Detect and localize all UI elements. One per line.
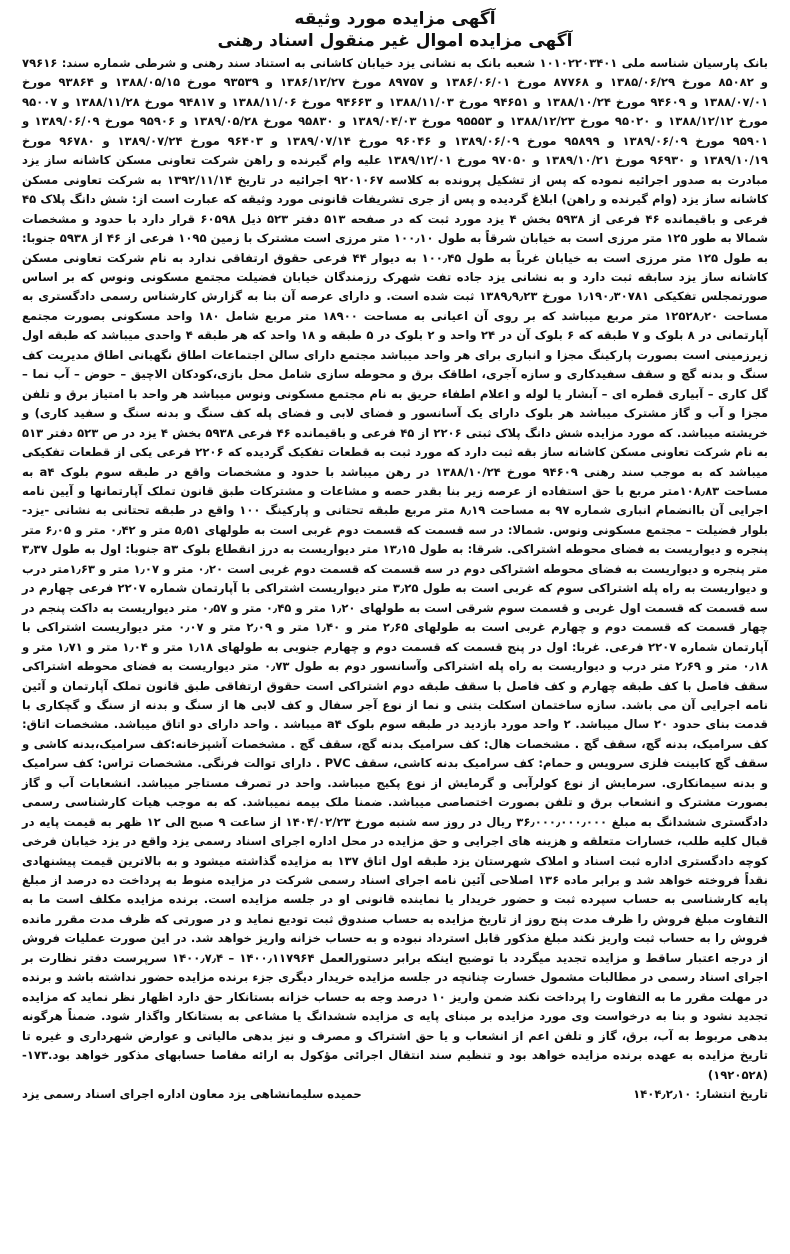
notice-title-1: آگهی مزایده مورد وثیقه <box>294 9 496 29</box>
notice-body <box>22 54 768 1085</box>
notice-title-2: آگهی مزایده اموال غیر منقول اسناد رهنی <box>217 31 573 51</box>
publish-date: تاریخ انتشار: ۱۴۰۴٫۲٫۱۰ <box>633 1087 768 1102</box>
notice-footer <box>22 1085 768 1104</box>
notice-body-text: بانک پارسیان شناسه ملی ۱۰۱۰۲۲۰۳۴۰۱ شعبه بانک به نشانی یزد خیابان کاشانی به استناد سند رهنی و شرطی شماره سند: ۷۹۶۱۶ و ۸۵۰۸۲ مورخ ۱۳۸۵/۰۶/۲۹ و ۸۷۷۶۸ مورخ ۱۳۸۶/۰۶/۰۱ و ۸۹۷۵۷ مورخ ۱۳۸۶/۱۲/۲۷ و ۹۳۵۳۹ مورخ ۱۳۸۸/۰۵/۱۵ و ۹۳۸۶۴ مورخ ۱۳۸۸/۰۷/۰۱ و ۹۴۶۰۹ مورخ ۱۳۸۸/۱۰/۲۴ و ۹۴۶۵۱ مورخ ۱۳۸۸/۱۱/۰۳ و ۹۴۶۶۳ مورخ ۱۳۸۸/۱۱/۰۶ و ۹۴۸۱۷ مورخ ۱۳۸۸/۱۱/۲۸ و ۹۵۰۰۷ مورخ ۱۳۸۸/۱۲/۱۲ و ۹۵۰۲۰ مورخ ۱۳۸۸/۱۲/۲۳ و ۹۵۵۵۳ مورخ ۱۳۸۹/۰۴/۰۳ و ۹۵۸۳۰ مورخ ۱۳۸۹/۰۵/۲۸ و ۹۵۹۰۶ مورخ ۱۳۸۹/۰۶/۰۹ و ۹۵۹۰۱ مورخ ۱۳۸۹/۰۶/۰۹ و ۹۵۸۹۹ مورخ ۱۳۸۹/۰۶/۰۹ و ۹۶۰۴۶ مورخ ۱۳۸۹/۰۷/۱۴ و ۹۶۴۰۳ مورخ ۱۳۸۹/۰۷/۲۴ و ۹۶۷۸۰ مورخ ۱۳۸۹/۱۰/۱۹ و ۹۶۹۳۰ مورخ ۱۳۸۹/۱۰/۲۱ و ۹۷۰۵۰ مورخ ۱۳۸۹/۱۲/۰۱ علیه وام گیرنده و راهن شرکت تعاونی مسکن کاشانه ساز یزد مبادرت به صدور اجرائیه نموده که پس از تشکیل پرونده به کلاسه ۹۲۰۱۰۶۷ اجرائیه در تاریخ ۱۳۹۲/۱۱/۱۴ به شرکت تعاونی مسکن کاشانه ساز یزد (وام گیرنده و راهن) ابلاغ گردیده و پس از جری تشریفات قانونی مورد وثیقه که عبارت است از: شش دانگ پلاک ۴۵ فرعی و باقیمانده ۴۶ فرعی از ۵۹۳۸ بخش ۴ یزد مورد ثبت که در صفحه ۵۱۳ دفتر ۵۲۳ ذیل ۶۰۵۹۸ قرار دارد با حدود و مشخصات شمالا به طور ۱۲۵ متر مرزی است به خیابان شرقاً به طول ۱۰۰٫۱۰ متر مرزی است مشترک با زمین ۱۰۹۵ فرعی از ۴۶ از ۵۹۳۸ جنوبا: به طول ۱۲۵ متر مرزی است به خیابان غرباً به طول ۱۰۰٫۴۵ به دیوار ۴۴ فرعی حقوق ارتفاقی ندارد به نام شرکت تعاونی مسکن کاشانه ساز یزد سابقه ثبت دارد و به نشانی یزد جاده تفت شهرک رزمندگان خیابان فضیلت مجتمع مسکونی ونوس که بر اساس صورتمجلس تفکیکی ۱٫۱۹۰٫۳۰۷۸۱ مورخ ۱۳۸۹٫۹٫۲۳ ثبت شده است. و دارای عرصه آن بنا به گزارش کارشناس رسمی دادگستری به مساحت ۱۲۵۲۸٫۲۰ متر مربع میباشد که بر روی آن اعیانی به مساحت ۱۸۹۰۰ متر مربع شامل ۱۸۰ واحد مسکونی بصورت مجتمع آپارتمانی در ۸ بلوک و ۷ طبقه که ۶ بلوک آن در ۲۴ واحد و ۲ بلوک در ۵ طبقه و ۱۸ واحد که هر طبقه ۴ واحدی میباشد که طبقه اول زیرزمینی است بصورت پارکینگ مجزا و انباری برای هر واحد میباشد مجتمع دارای سالن اجتماعات اطاق نگهبانی اطاق مدیریت کف سنگ و بدنه گچ و سقف سفیدکاری و سازه آجری، اطاقک برق و محوطه سازی شامل محل بازی،کودکان الاچیق – حوض – آب نما – گل کاری – آبیاری قطره ای – آبشار یا لوله و اعلام اطفاء حریق به نام مجتمع مسکونی ونوس میباشد هر واحد با امتیاز برق و تلفن مجزا و آب و گاز مشترک میباشد هر بلوک دارای یک آسانسور و فضای لابی و فضای پله کف سنگ و بدنه سنگ و سفید کاری) و خریشته میباشد. که مورد مزایده شش دانگ پلاک ثبتی ۲۲۰۶ از ۴۵ فرعی و باقیمانده ۴۶ فرعی ۵۹۳۸ بخش ۴ یزد در ص ۵۲۳ دفتر ۵۱۳ به نام شرکت تعاونی مسکن کاشانه ساز بقه ثبت دارد که مورد ثبت به قطعات تفکیک گردیده که ۲۲۰۶ فرعی یکی از قطعات تفکیکی میباشد که به موجب سند رهنی ۹۴۶۰۹ مورخ ۱۳۸۸/۱۰/۲۴ در رهن میباشد با حدود و مشخصات واقع در طبقه سوم بلوک a۴ به مساحت ۱۰۸٫۸۳متر مربع با حق استفاده از عرصه زیر بنا بقدر حصه و مشاعات و مشترکات طبق قانون تملک آپارتمانها و آیین نامه اجرایی آن باانضمام انباری شماره ۹۷ به مساحت ۸٫۱۹ متر مربع طبقه تحتانی و پارکینگ ۱۰۰ واقع در طبقه تحتانی به نشانی -یزد- بلوار فضیلت – مجتمع مسکونی ونوس. شمالا: در سه قسمت که قسمت دوم غربی است به طولهای ۵٫۵۱ متر و ۰٫۴۲ متر و ۶٫۰۵ متر پنجره و دیواریست به فضای محوطه اشتراکی. شرقا: به طول ۱۳٫۱۵ متر دیواریست به درز انقطاع بلوک a۳ جنوبا: اول به طول ۳٫۳۷ متر پنجره و دیواریست به فضای محوطه اشتراکی دوم در سه قسمت که قسمت دوم غربی است ۰٫۲۰ متر و ۱٫۰۷ متر و ۱٫۶۳متر درب و دیواریست به راه پله اشتراکی سوم که غربی است به طول ۳٫۲۵ متر دیواریست اشتراکی با آپارتمان شماره ۲۲۰۷ فرعی چهارم در سه قسمت که قسمت اول غربی و قسمت سوم شرقی است به طولهای ۱٫۲۰ متر و ۰٫۴۵ متر و ۰٫۵۷ متر دیواریست به داکت پنجم در چهار قسمت که قسمت دوم و چهارم غربی است به طولهای ۲٫۶۵ متر و ۱٫۴۰ متر و ۲٫۰۹ متر و ۰٫۰۷ متر دیواریست اشتراکی با آپارتمان شماره ۲۲۰۷ فرعی. غربا: اول در پنج قسمت که قسمت دوم و چهارم جنوبی به طولهای ۱٫۱۸ متر و ۱٫۰۴ متر و ۱٫۷۱ متر و ۰٫۱۸ متر و ۲٫۶۹ متر درب و دیواریست به راه پله اشتراکی وآسانسور دوم به طول ۰٫۷۳ متر دیواریست به فضای محوطه اشتراکی سقف فاصل با کف طبقه چهارم و کف فاصل با سقف طبقه دوم اشتراکی است حقوق ارتفاقی طبق قانون تملک آپارتمان و آئین نامه اجرایی آن می باشد. سازه ساختمان اسکلت بتنی و نما از نوع آجر سفال و کف لابی ها از سنگ و بدنه از سنگ و گچکاری با قدمت بنای حدود ۲۰ سال میباشد. ۲ واحد مورد بازدید در طبقه سوم بلوک a۴ میباشد . واحد دارای دو اتاق میباشد. مشخصات اتاق: کف سرامیک، بدنه گچ، سقف گچ . مشخصات هال: کف سرامیک بدنه گچ، سقف گچ . مشخصات آشپزخانه:کف سرامیک،بدنه کاشی و سقف گچ کابینت فلزی سرویس و حمام: کف سرامیک بدنه کاشی، سقف PVC . دارای توالت فرنگی. مشخصات تراس: کف سرامیک و بدنه سیمانکاری. سرمایش از نوع کولرآبی و گرمایش از نوع پکیج میباشد. واحد در تصرف مستاجر میباشد. انشعابات آب و گاز بصورت مشترک و انشعاب برق و تلفن بصورت اختصاصی میباشد. ضمنا ملک بیمه نمیباشد. که به موجب هیات کارشناسی رسمی دادگستری ششدانگ به مبلغ ۳۶٫۰۰۰٫۰۰۰٫۰۰۰ ریال در روز سه شنبه مورخ ۱۴۰۴/۰۲/۲۳ از ساعت ۹ صبح الی ۱۲ ظهر به قیمت پایه در قبال کلیه طلب، خسارات متعلقه و هزینه های اجرایی و حق مزایده در محل اداره اجرای اسناد رسمی یزد واقع در یزد خیابان فرخی کوچه دادگستری اداره ثبت اسناد و املاک شهرستان یزد طبقه اول اتاق ۱۳۷ به مزایده گذاشته میشود و به بالاترین قیمت پیشنهادی نقداً فروخته خواهد شد و برابر ماده ۱۳۶ اصلاحی آئین نامه اجرای اسناد رسمی شرکت در مزایده منوط به پرداخت ده درصد از مبلغ پایه کارشناسی به حساب سپرده ثبت و حضور خریدار یا نماینده قانونی او در جلسه مزایده است. برنده مزایده مکلف است ما به التفاوت مبلغ فروش را ظرف مدت پنج روز از تاریخ مزایده به حساب صندوق ثبت تودیع نماید و در صورتی که ظرف مدت مقرر مانده فروش را به حساب ثبت واریز نکند مبلغ مذکور قابل استرداد نبوده و به حساب خزانه واریز خواهد شد. در این صورت عملیات فروش از درجه اعتبار ساقط و مزایده تجدید میگردد با توضیح اینکه برابر دستورالعمل ۱۴۰۰٫۱۱۷۹۶۴ – ۱۴۰۰٫۷٫۴ سرپرست دفتر نظارت بر اجرای اسناد رسمی در مطالبات مشمول خسارت چنانچه در جلسه مزایده خریدار دیگری جزء برنده مزایده حضور نداشته باشد و برنده در مهلت مقرر ما به التفاوت را پرداخت نکند ضمن واریز ۱۰ درصد وجه به حساب خزانه بستانکار حق دارد اظهار نظر نماید که مزایده تجدید نشود و بنا به درخواست وی مورد مزایده بر مبنای پایه ی مزایده ششدانگ یا مشاعی به بستانکار واگذار شود. ضمناً هرگونه بدهی مربوط به آب، برق، گاز و تلفن اعم از انشعاب و یا حق اشتراک و مصرف و نیز بدهی مالیاتی و عوارض شهرداری و غیره تا تاریخ مزایده به عهده برنده مزایده خواهد بود و تنظیم سند انتقال اجرائی مؤکول به ارائه مفاصا حسابهای مذکور خواهد بود.۱۷۳-(۱۹۲۰۵۲۸) <box>22 56 769 1082</box>
signature: حمیده سلیمانشاهی یزد معاون اداره اجرای اسناد رسمی یزد <box>22 1087 362 1102</box>
